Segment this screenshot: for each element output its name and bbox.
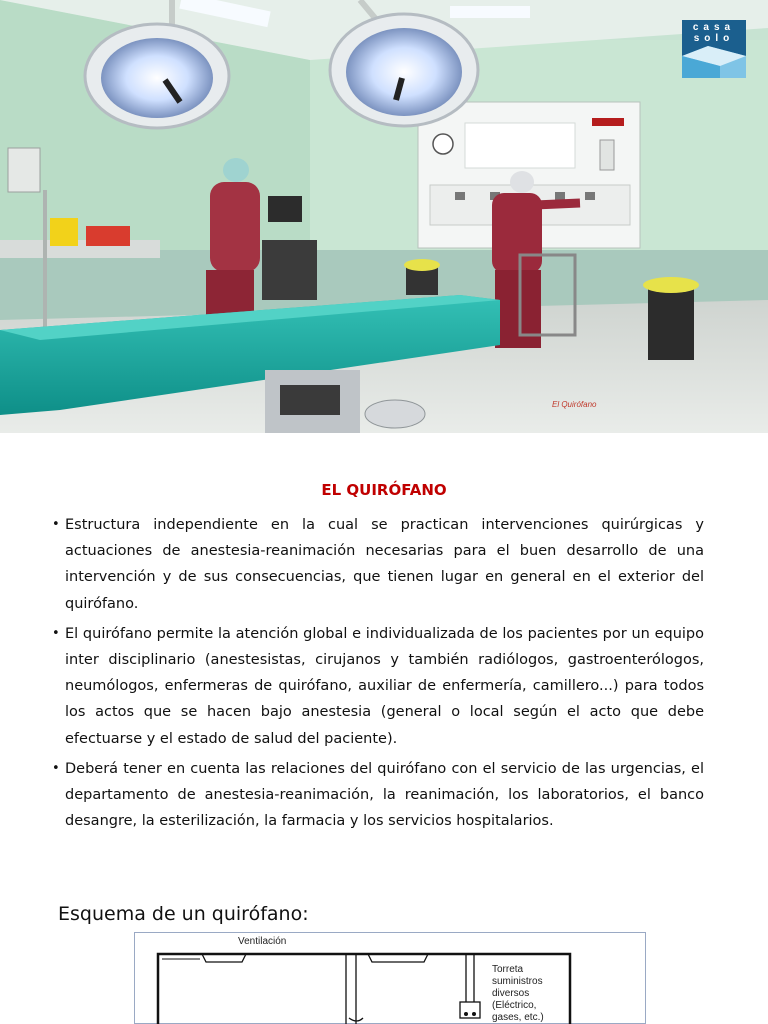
casa-solo-logo [682,20,746,78]
schema-title: Esquema de un quirófano: [58,903,309,925]
operating-room-illustration [0,0,768,433]
bullet-item: • Deberá tener en cuenta las relaciones del quirófano con el servicio de las urgencias, el departamento de anestesia-reanimación, la reanimación, los laboratorios, el banco desangre, la esterilización, la farmacia y los servicios hospitalarios. [52,756,704,835]
section-title: EL QUIRÓFANO [321,481,447,499]
bullet-item: • El quirófano permite la atención global e individualizada de los pacientes por un equipo inter disciplinario (anestesistas, cirujanos y también radiólogos, gastroenterólogos, neumólogos, enfermeras de quirófano, auxiliar de enfermería, camillero...) para todos los actos que se hacen bajo anestesia (general o local según el acto que debe efectuarse y el estado de salud del paciente). [52,621,704,752]
label-ventilation: Ventilación [238,936,287,947]
bullet-list [52,512,704,838]
bullet-item: • Estructura independiente en la cual se practican intervenciones quirúrgicas y actuaciones de anestesia-reanimación necesarias para el buen desarrollo de una intervención y de sus consecuencias, que tienen lugar en general en el exterior del quirófano. [52,512,704,617]
operating-room-photo [0,0,768,433]
label-tower-line4: (Eléctrico, [492,1000,537,1011]
label-tower-line1: Torreta [492,964,524,975]
logo-word-casa: casa [692,22,736,33]
operating-room-schema [134,932,646,1024]
logo-word-solo: solo [693,33,735,44]
schema-drawing [134,932,646,1024]
label-tower-line3: diversos [492,988,530,999]
photo-caption: El Quirófano [552,400,597,409]
label-tower-line2: suministros [492,976,543,987]
label-tower-line5: gases, etc.) [492,1012,544,1023]
